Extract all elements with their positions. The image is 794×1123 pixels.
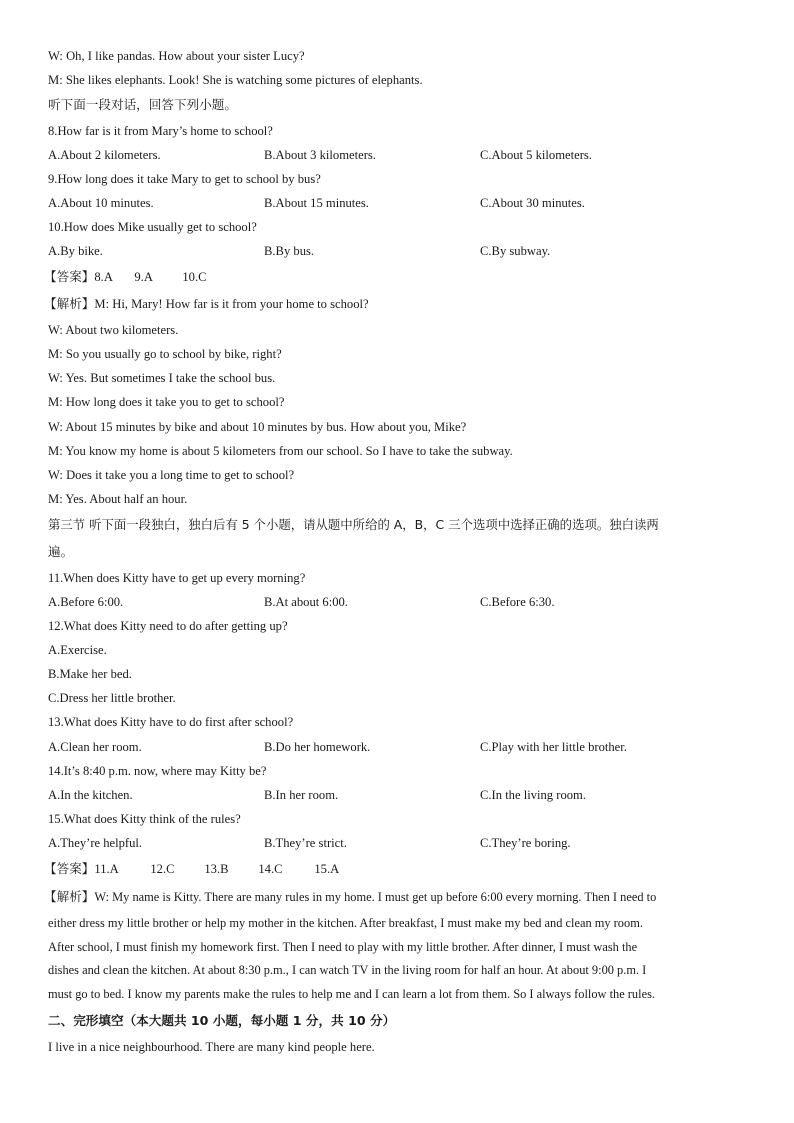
option-a: A.Clean her room. [48,740,142,754]
analysis-text: M: Hi, Mary! How far is it from your home to school? [94,297,369,311]
analysis-label: 【解析】 [44,296,95,311]
analysis-line: After school, I must finish my homework first. Then I need to play with my little brother. After dinner, I must wash the [48,940,638,954]
answer-line [44,861,339,877]
option-a: A.Exercise. [48,643,107,657]
answer-item: 12.C [150,862,175,876]
option-c: C.They’re boring. [480,836,571,850]
option-c: C.Before 6:30. [480,595,555,609]
option-b: B.At about 6:00. [264,595,348,609]
analysis-line: either dress my little brother or help my mother in the kitchen. After breakfast, I must make my bed and clean my room. [48,916,643,930]
dialogue-line: W: About two kilometers. [48,323,179,337]
answer-item: 8.A [94,270,113,284]
answer-item: 13.B [204,862,229,876]
option-b: B.In her room. [264,788,339,802]
option-c: C.By subway. [480,244,551,258]
question-stem: 15.What does Kitty think of the rules? [48,812,241,826]
analysis-first-line [44,296,369,312]
option-c: C.About 30 minutes. [480,196,585,210]
question-stem: 11.When does Kitty have to get up every morning? [48,571,306,585]
analysis-label: 【解析】 [44,889,95,904]
answer-label: 【答案】 [44,269,95,284]
option-b: B.About 15 minutes. [264,196,369,210]
option-a: A.Before 6:00. [48,595,124,609]
option-b: B.They’re strict. [264,836,347,850]
dialogue-line: M: So you usually go to school by bike, right? [48,347,282,361]
section-instruction: 听下面一段对话，回答下列小题。 [48,97,237,112]
section-heading-cont: 遍。 [48,544,74,559]
answer-item: 11.A [94,862,119,876]
option-b: B.By bus. [264,244,315,258]
answer-label: 【答案】 [44,861,95,876]
analysis-line: dishes and clean the kitchen. At about 8:30 p.m., I can watch TV in the living room for half an hour. At about 9:00 p.m. I [48,963,647,977]
option-a: A.About 2 kilometers. [48,148,161,162]
dialogue-line: W: Yes. But sometimes I take the school bus. [48,371,276,385]
answer-item: 15.A [314,862,340,876]
answer-line [44,269,207,285]
option-c: C.About 5 kilometers. [480,148,592,162]
option-a: A.About 10 minutes. [48,196,154,210]
option-c: C.Play with her little brother. [480,740,627,754]
answer-item: 14.C [258,862,283,876]
question-stem: 12.What does Kitty need to do after getting up? [48,619,288,633]
dialogue-line: W: Oh, I like pandas. How about your sister Lucy? [48,49,305,63]
analysis-first-line [44,889,656,905]
option-b: B.Do her homework. [264,740,371,754]
dialogue-line: W: About 15 minutes by bike and about 10 minutes by bus. How about you, Mike? [48,420,467,434]
section-heading: 第三节 听下面一段独白，独白后有 5 个小题，请从题中所给的 A，B，C 三个选项中选择正确的选项。独白读两 [48,517,659,532]
answer-item: 10.C [182,270,207,284]
option-b: B.Make her bed. [48,667,132,681]
option-c: C.Dress her little brother. [48,691,176,705]
dialogue-line: M: She likes elephants. Look! She is watching some pictures of elephants. [48,73,423,87]
option-b: B.About 3 kilometers. [264,148,376,162]
question-stem: 10.How does Mike usually get to school? [48,220,257,234]
passage-line: I live in a nice neighbourhood. There are many kind people here. [48,1040,375,1054]
dialogue-line: M: Yes. About half an hour. [48,492,188,506]
dialogue-line: M: You know my home is about 5 kilometers from our school. So I have to take the subway. [48,444,513,458]
dialogue-line: M: How long does it take you to get to school? [48,395,285,409]
analysis-line: must go to bed. I know my parents make the rules to help me and I can learn a lot from them. So I always follow the rules. [48,987,655,1001]
dialogue-line: W: Does it take you a long time to get to school? [48,468,295,482]
analysis-text: W: My name is Kitty. There are many rules in my home. I must get up before 6:00 every morning. Then I need to [94,890,657,904]
question-stem: 8.How far is it from Mary’s home to school? [48,124,273,138]
option-a: A.They’re helpful. [48,836,143,850]
option-a: A.In the kitchen. [48,788,133,802]
question-stem: 13.What does Kitty have to do first after school? [48,715,294,729]
question-stem: 9.How long does it take Mary to get to school by bus? [48,172,321,186]
question-stem: 14.It’s 8:40 p.m. now, where may Kitty be? [48,764,267,778]
part-heading: 二、完形填空（本大题共 10 小题，每小题 1 分，共 10 分） [48,1013,396,1028]
option-c: C.In the living room. [480,788,586,802]
option-a: A.By bike. [48,244,103,258]
answer-item: 9.A [134,270,153,284]
